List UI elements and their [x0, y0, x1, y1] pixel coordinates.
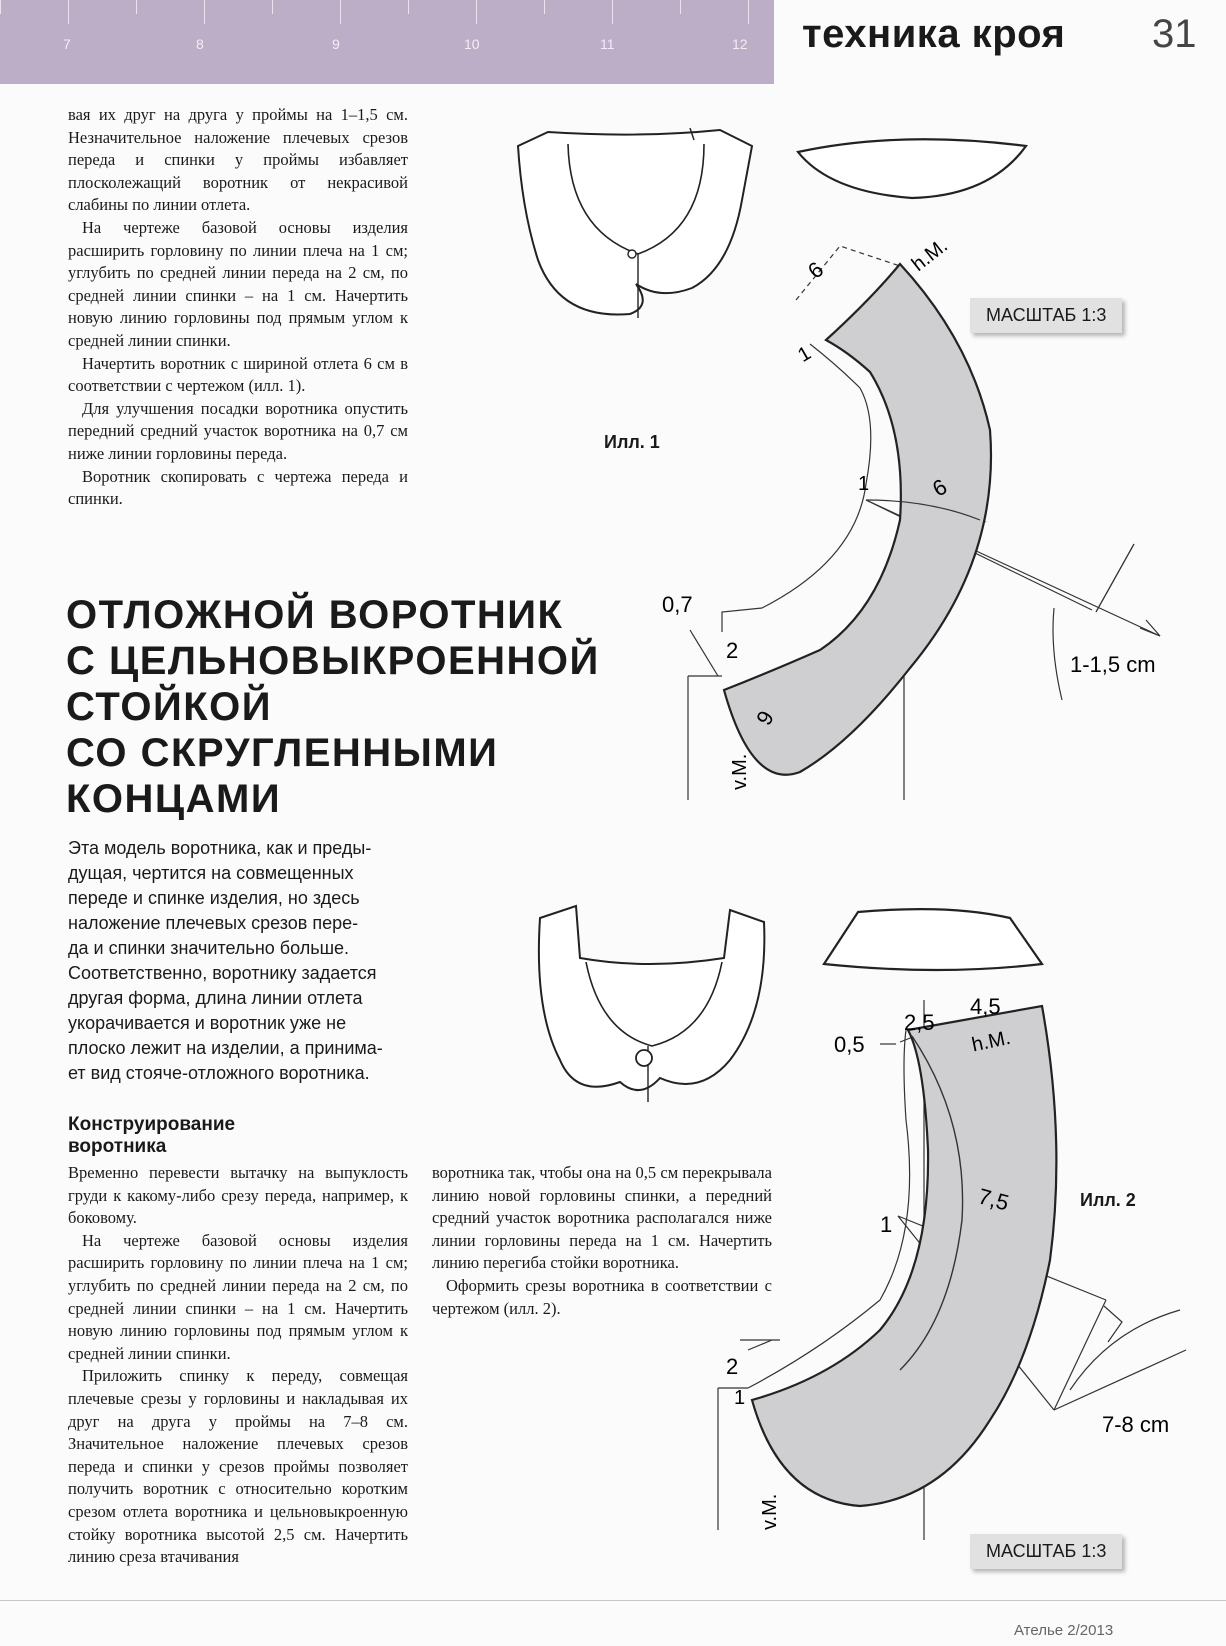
- paragraph: На чертеже базовой основы изделия расширить горловину по линии плеча на 1 см; углубить по средней линии переда на 2 см, по средней линии спинки – на 1 см. Начертить новую линию горловины под прямым углом к средней линии спинки.: [68, 217, 408, 350]
- label-drop: 0,7: [662, 592, 693, 617]
- figure2-caption: Илл. 2: [1080, 1190, 1136, 1210]
- ruler-number: 11: [600, 36, 615, 52]
- paragraph: воротника так, чтобы она на 0,5 см перекрывала линию новой горловины спинки, а передний средний участок воротника располагался ниже линии горловины переда на 1 см. Начертить линию перегиба стойки воротника.: [432, 1163, 772, 1273]
- intro-line: плоско лежит на изделии, а принима-: [68, 1038, 383, 1058]
- paragraph: Для улучшения посадки воротника опустить передний средний участок воротника на 0,7 см ниже линии горловины переда.: [68, 398, 408, 463]
- subheading-line: Конструирование: [68, 1114, 236, 1135]
- ruler-number: 8: [196, 36, 204, 52]
- title-line: КОНЦАМИ: [66, 777, 282, 821]
- collar-piece-2: [824, 909, 1042, 970]
- paragraph: Начертить воротник с шириной отлета 6 см в соответствии с чертежом (илл. 1).: [68, 353, 408, 396]
- intro-line: ет вид стояче-отложного воротника.: [68, 1063, 370, 1083]
- title-line: ОТЛОЖНОЙ ВОРОТНИК: [66, 593, 564, 637]
- pattern-draft-2: [718, 994, 1186, 1540]
- label-overlap: 7-8 cm: [1102, 1412, 1170, 1437]
- label-one-top: 1: [794, 342, 815, 367]
- intro-line: Соответственно, воротнику задается: [68, 963, 377, 983]
- label-width-top: 4,5: [970, 994, 1001, 1019]
- ruler-number: 12: [732, 36, 748, 52]
- intro-line: переде и спинке изделия, но здесь: [68, 888, 360, 908]
- title-line: СТОЙКОЙ: [66, 685, 272, 729]
- section-title: техника кроя: [802, 12, 1066, 56]
- collar-sketch-1: [518, 128, 752, 318]
- subheading-line: воротника: [68, 1136, 167, 1157]
- label-width-front: 6: [751, 706, 779, 730]
- label-width-mid: 6: [928, 473, 952, 502]
- paragraph: вая их друг на друга у проймы на 1–1,5 см. Незначительное наложение плечевых срезов переда и спинки у проймы избавляет плосколежащий воротник от некрасивой слабины по линии отлета.: [68, 105, 408, 215]
- label-hm: h.M.: [907, 234, 953, 276]
- title-line: С ЦЕЛЬНОВЫКРОЕННОЙ: [66, 639, 600, 683]
- figure2-scale: МАСШТАБ 1:3: [970, 1534, 1122, 1569]
- intro-line: укорачивается и воротник уже не: [68, 1013, 347, 1033]
- collar-piece-1: [798, 139, 1026, 198]
- ruler-number: 7: [63, 36, 71, 52]
- title-line: СО СКРУГЛЕННЫМИ: [66, 731, 499, 775]
- label-vm: v.M.: [729, 753, 751, 790]
- paragraph: Временно перевести вытачку на выпуклость груди к какому-либо срезу переда, например, к боковому.: [68, 1163, 408, 1228]
- label-stand: 2,5: [904, 1010, 935, 1035]
- label-overlap: 1-1,5 cm: [1070, 652, 1156, 677]
- paragraph: Воротник скопировать с чертежа переда и спинки.: [68, 466, 408, 509]
- label-width-mid: 7,5: [975, 1183, 1012, 1216]
- ruler-number: 9: [332, 36, 340, 52]
- footer-divider: [0, 1600, 1226, 1601]
- label-one-front: 1: [734, 1387, 746, 1409]
- label-width-top: 6: [802, 256, 829, 284]
- intro-line: да и спинки значительно больше.: [68, 938, 350, 958]
- paragraph: Оформить срезы воротника в соответствии с чертежом (илл. 2).: [432, 1275, 772, 1318]
- issue-footer: Ателье 2/2013: [1014, 1622, 1114, 1639]
- label-vm: v.M.: [759, 1493, 781, 1530]
- figure1-scale: МАСШТАБ 1:3: [970, 298, 1122, 333]
- paragraph: На чертеже базовой основы изделия расширить горловину по линии плеча на 1 см; углубить по средней линии переда на 2 см, по средней линии спинки – на 1 см. Начертить новую линию горловины под прямым углом к средней линии спинки.: [68, 1230, 408, 1363]
- label-overlap-small: 0,5: [834, 1032, 865, 1057]
- intro-line: Эта модель воротника, как и преды-: [68, 838, 372, 858]
- page-number: 31: [1152, 12, 1197, 56]
- intro-line: наложение плечевых срезов пере-: [68, 913, 359, 933]
- collar-sketch-2: [539, 906, 765, 1102]
- label-one-mid: 1: [880, 1212, 893, 1237]
- ruler-number: 10: [464, 36, 480, 52]
- paragraph: Приложить спинку к переду, совмещая плечевые срезы у горловины и накладывая их друг на друга у проймы на 7–8 см. Значительное наложение плечевых срезов переда и спинки у срезов проймы позволяет получить воротник с относительно коротким срезом отлета воротника и цельновыкроенную стойку воротника высотой 2,5 см. Начертить линию среза втачивания: [68, 1366, 408, 1567]
- label-two: 2: [726, 1354, 739, 1379]
- label-hm: h.M.: [969, 1026, 1013, 1057]
- label-one-mid: 1: [858, 473, 870, 495]
- intro-line: дущая, чертится на совмещенных: [68, 863, 354, 883]
- figure1-caption: Илл. 1: [604, 432, 660, 452]
- intro-line: другая форма, длина линии отлета: [68, 988, 363, 1008]
- label-two: 2: [726, 638, 739, 663]
